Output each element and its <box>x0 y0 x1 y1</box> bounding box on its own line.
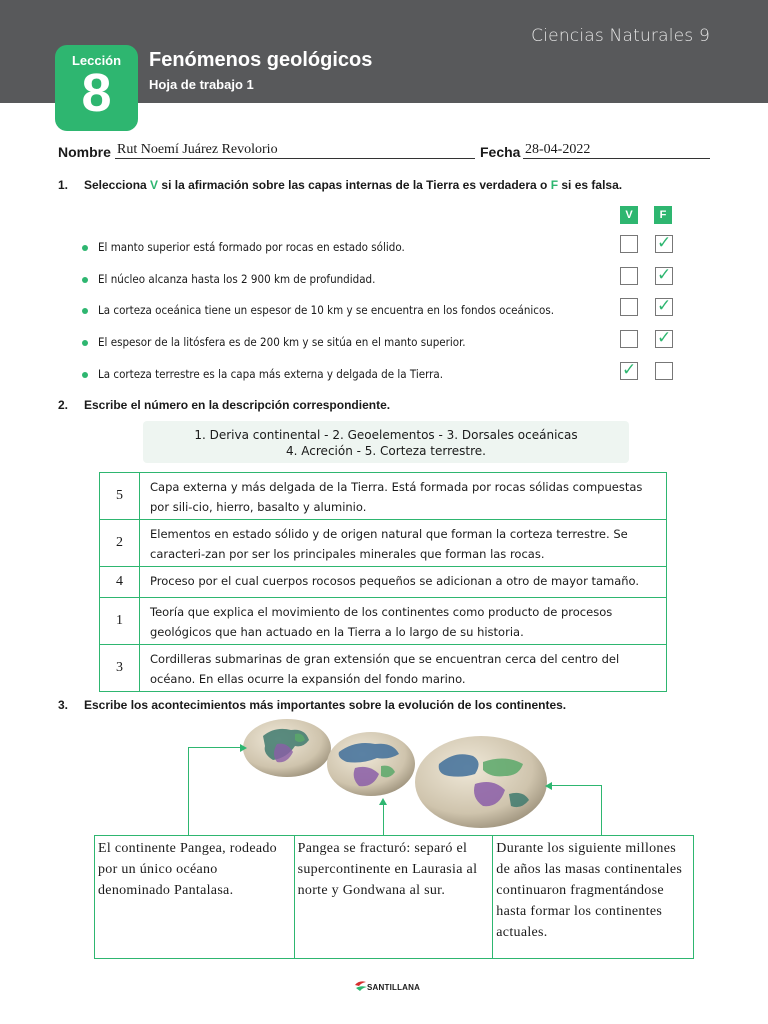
connector-line <box>601 785 602 835</box>
checkbox-v[interactable] <box>620 330 638 348</box>
lesson-number: 8 <box>81 63 112 123</box>
statement-text: El núcleo alcanza hasta los 2 900 km de profundidad. <box>98 272 376 286</box>
description-text: Proceso por el cual cuerpos rocosos pequeños se adicionan a otro de mayor tamaño. <box>140 567 667 598</box>
description-text: Cordilleras submarinas de gran extensión que se encuentran cerca del centro del océano. En ellas ocurre la expansión del fondo marino. <box>140 645 667 692</box>
lesson-label: Lección <box>71 53 122 68</box>
continent-evolution-illustration <box>243 718 553 830</box>
question-number: 2. <box>58 398 69 412</box>
options-box <box>143 421 629 463</box>
connector-line <box>383 805 384 835</box>
bullet-icon <box>82 245 88 251</box>
events-table <box>94 835 694 959</box>
checkmark-icon: ✓ <box>622 360 637 380</box>
checkbox-f[interactable] <box>655 267 673 285</box>
santillana-logo <box>354 977 424 997</box>
logo-text: SANTILLANA <box>367 983 421 992</box>
arrow-icon <box>545 782 552 790</box>
globe-pangea-icon <box>243 719 331 777</box>
instruction-text: Escribe el número en la descripción correspondiente. <box>84 398 391 412</box>
answer-number-field[interactable]: 3 <box>100 645 140 692</box>
table-row <box>100 520 667 567</box>
options-line-1: 1. Deriva continental - 2. Geoelementos - 3. Dorsales oceánicas <box>194 428 578 442</box>
checkbox-f[interactable] <box>655 362 673 380</box>
instruction-text: Selecciona <box>84 178 151 192</box>
column-header-f: F <box>654 206 672 224</box>
connector-line <box>188 747 240 748</box>
instruction-text: si la afirmación sobre las capas internas de la Tierra es verdadera o <box>158 178 551 192</box>
statement-text: El espesor de la litósfera es de 200 km y se sitúa en el manto superior. <box>98 335 466 349</box>
column-header-v: V <box>620 206 638 224</box>
bullet-icon <box>82 277 88 283</box>
description-text: Capa externa y más delgada de la Tierra. Está formada por rocas sólidas compuestas por sili-cio, hierro, basalto y aluminio. <box>140 473 667 520</box>
checkbox-v[interactable] <box>620 298 638 316</box>
statement-text: La corteza terrestre es la capa más externa y delgada de la Tierra. <box>98 367 444 381</box>
table-row <box>100 598 667 645</box>
checkmark-icon: ✓ <box>657 296 672 316</box>
lesson-badge <box>55 45 138 131</box>
f-letter: F <box>550 178 559 192</box>
connector-line <box>552 785 602 786</box>
date-field[interactable]: 28-04-2022 <box>523 142 710 159</box>
checkbox-f[interactable] <box>655 330 673 348</box>
answer-number-field[interactable]: 4 <box>100 567 140 598</box>
checkbox-f[interactable] <box>655 235 673 253</box>
instruction-text: Escribe los acontecimientos más importantes sobre la evolución de los continentes. <box>84 698 567 712</box>
connector-line <box>188 747 189 835</box>
question-3-instruction <box>58 698 566 712</box>
page-title: Fenómenos geológicos <box>149 49 373 71</box>
v-letter: V <box>150 178 159 192</box>
arrow-icon <box>379 798 387 805</box>
instruction-text: si es falsa. <box>558 178 623 192</box>
answer-number-field[interactable]: 2 <box>100 520 140 567</box>
description-text: Elementos en estado sólido y de origen natural que forman la corteza terrestre. Se caracteri-zan por ser los principales minerales que forman las rocas. <box>140 520 667 567</box>
table-row <box>100 645 667 692</box>
question-number: 3. <box>58 698 69 712</box>
question-number: 1. <box>58 178 69 192</box>
description-text: Teoría que explica el movimiento de los continentes como producto de procesos geológicos que han actuado en la Tierra a lo largo de su historia. <box>140 598 667 645</box>
subject-label: Ciencias Naturales 9 <box>531 26 710 46</box>
options-line-2: 4. Acreción - 5. Corteza terrestre. <box>286 444 486 458</box>
statement-text: El manto superior está formado por rocas en estado sólido. <box>98 240 405 254</box>
matching-table <box>99 472 667 692</box>
date-label: Fecha <box>480 144 521 160</box>
globe-laurasia-gondwana-icon <box>327 732 415 796</box>
checkbox-v[interactable] <box>620 235 638 253</box>
table-row <box>100 473 667 520</box>
event-cell-2[interactable]: Pangea se fracturó: separó el supercontinente en Laurasia al norte y Gondwana al sur. <box>294 836 493 959</box>
page-subtitle: Hoja de trabajo 1 <box>149 77 254 92</box>
checkbox-f[interactable] <box>655 298 673 316</box>
arrow-icon <box>240 744 247 752</box>
question-1-instruction <box>58 178 622 192</box>
checkbox-v[interactable] <box>620 362 638 380</box>
globe-modern-continents-icon <box>415 736 547 828</box>
bullet-icon <box>82 372 88 378</box>
checkbox-v[interactable] <box>620 267 638 285</box>
name-field[interactable]: Rut Noemí Juárez Revolorio <box>115 142 475 159</box>
bullet-icon <box>82 308 88 314</box>
santillana-logo-icon <box>354 979 368 993</box>
question-2-instruction <box>58 398 390 412</box>
student-info-row <box>58 142 710 162</box>
answer-number-field[interactable]: 5 <box>100 473 140 520</box>
bullet-icon <box>82 340 88 346</box>
event-cell-1[interactable]: El continente Pangea, rodeado por un único océano denominado Pantalasa. <box>95 836 295 959</box>
table-row <box>100 567 667 598</box>
checkmark-icon: ✓ <box>657 233 672 253</box>
answer-number-field[interactable]: 1 <box>100 598 140 645</box>
checkmark-icon: ✓ <box>657 265 672 285</box>
statement-text: La corteza oceánica tiene un espesor de 10 km y se encuentra en los fondos oceánicos. <box>98 303 555 317</box>
event-cell-3[interactable]: Durante los siguiente millones de años las masas continentales continuaron fragmentándose hasta formar los continentes actuales. <box>493 836 694 959</box>
checkmark-icon: ✓ <box>657 328 672 348</box>
name-label: Nombre <box>58 144 111 160</box>
